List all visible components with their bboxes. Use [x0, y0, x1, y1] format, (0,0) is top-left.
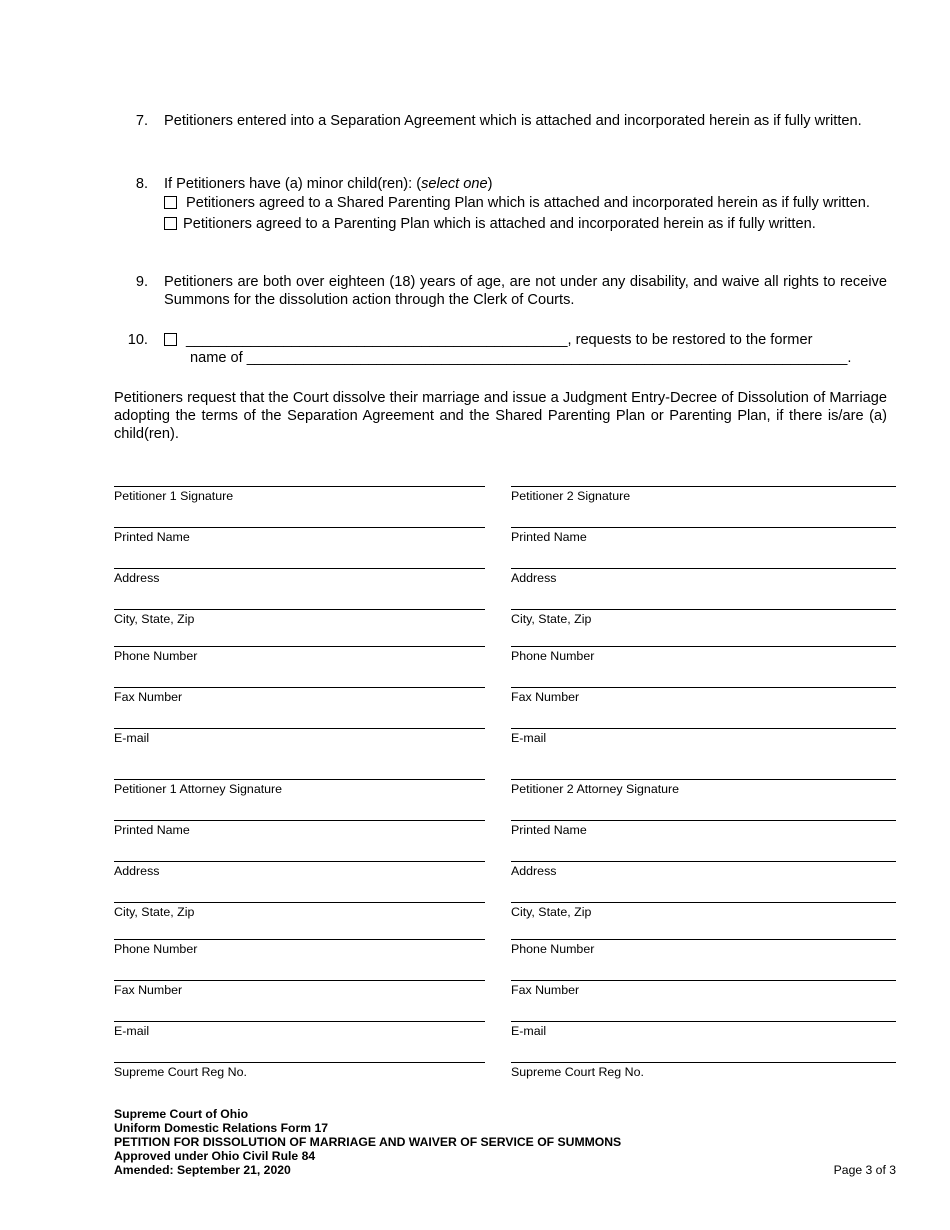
right-signature-line-8[interactable]: [511, 820, 896, 821]
petitioner-1-signature-block: [114, 0, 485, 1230]
left-signature-line-14[interactable]: [114, 1062, 485, 1063]
left-signature-label-10: City, State, Zip: [114, 905, 195, 919]
footer-court: Supreme Court of Ohio: [114, 1107, 249, 1121]
option-parenting-plan: Petitioners agreed to a Parenting Plan which is attached and incorporated herein as if fully written.: [164, 215, 887, 233]
right-signature-line-13[interactable]: [511, 1021, 896, 1022]
left-signature-label-2: Address: [114, 571, 160, 585]
right-signature-line-3[interactable]: [511, 609, 896, 610]
item-number: 10.: [127, 332, 148, 348]
item-lead-italic: select one: [421, 176, 488, 192]
option-shared-parenting: Petitioners agreed to a Shared Parenting Plan which is attached and incorporated herein as if fully written.: [164, 194, 887, 212]
left-signature-line-6[interactable]: [114, 728, 485, 729]
petitioner-2-signature-block: [511, 0, 896, 1230]
right-signature-label-10: City, State, Zip: [511, 905, 592, 919]
left-signature-line-11[interactable]: [114, 939, 485, 940]
left-signature-label-7: Petitioner 1 Attorney Signature: [114, 782, 283, 796]
right-signature-label-8: Printed Name: [511, 823, 587, 837]
former-name-field[interactable]: __________________________________________________________________________: [246, 350, 848, 366]
right-signature-label-0: Petitioner 2 Signature: [511, 489, 631, 503]
item-8: 8. If Petitioners have (a) minor child(ren): (select one) Petitioners agreed to a Shared Parenting Plan which is attached and incorporated herein as if fully written. Petitioners agreed to a Parenting Plan which is attached and incorporated herein as if fully written.: [114, 175, 887, 233]
item-number: 7.: [135, 113, 148, 129]
right-signature-line-11[interactable]: [511, 939, 896, 940]
footer-form-number: Uniform Domestic Relations Form 17: [114, 1121, 329, 1135]
right-signature-label-14: Supreme Court Reg No.: [511, 1065, 644, 1079]
right-signature-label-3: City, State, Zip: [511, 612, 592, 626]
right-signature-line-9[interactable]: [511, 861, 896, 862]
left-signature-line-13[interactable]: [114, 1021, 485, 1022]
restore-name-field[interactable]: _______________________________________________: [186, 332, 568, 348]
item-text: Petitioners are both over eighteen (18) years of age, are not under any disability, and waive all rights to receive Summons for the dissolution action through the Clerk of Courts.: [164, 274, 887, 308]
left-signature-label-8: Printed Name: [114, 823, 190, 837]
footer-rule: Approved under Ohio Civil Rule 84: [114, 1149, 316, 1163]
left-signature-label-5: Fax Number: [114, 690, 183, 704]
right-signature-line-6[interactable]: [511, 728, 896, 729]
right-signature-line-14[interactable]: [511, 1062, 896, 1063]
left-signature-label-14: Supreme Court Reg No.: [114, 1065, 247, 1079]
page-number: Page 3 of 3: [833, 1163, 896, 1177]
right-signature-label-6: E-mail: [511, 731, 547, 745]
left-signature-line-5[interactable]: [114, 687, 485, 688]
right-signature-label-5: Fax Number: [511, 690, 580, 704]
left-signature-label-9: Address: [114, 864, 160, 878]
left-signature-line-2[interactable]: [114, 568, 485, 569]
right-signature-label-1: Printed Name: [511, 530, 587, 544]
right-signature-line-2[interactable]: [511, 568, 896, 569]
right-signature-line-7[interactable]: [511, 779, 896, 780]
form-footer: [114, 1107, 621, 1177]
left-signature-line-7[interactable]: [114, 779, 485, 780]
left-signature-line-10[interactable]: [114, 902, 485, 903]
left-signature-label-11: Phone Number: [114, 942, 198, 956]
right-signature-line-10[interactable]: [511, 902, 896, 903]
left-signature-line-3[interactable]: [114, 609, 485, 610]
right-signature-label-12: Fax Number: [511, 983, 580, 997]
left-signature-line-9[interactable]: [114, 861, 485, 862]
left-signature-line-0[interactable]: [114, 486, 485, 487]
right-signature-label-9: Address: [511, 864, 557, 878]
right-signature-line-4[interactable]: [511, 646, 896, 647]
item-lead: If Petitioners have (a) minor child(ren): (: [164, 176, 422, 192]
left-signature-label-1: Printed Name: [114, 530, 190, 544]
right-signature-label-11: Phone Number: [511, 942, 595, 956]
right-signature-line-0[interactable]: [511, 486, 896, 487]
left-signature-line-1[interactable]: [114, 527, 485, 528]
left-signature-label-12: Fax Number: [114, 983, 183, 997]
item-number: 9.: [135, 274, 148, 290]
request-paragraph: Petitioners request that the Court dissolve their marriage and issue a Judgment Entry-Decree of Dissolution of Marriage adopting the terms of the Separation Agreement and the Shared Parenting Plan or Parenting Plan, if there is/are (a) child(ren).: [114, 390, 887, 442]
left-signature-line-12[interactable]: [114, 980, 485, 981]
right-signature-label-13: E-mail: [511, 1024, 547, 1038]
left-signature-label-3: City, State, Zip: [114, 612, 195, 626]
footer-form-title: PETITION FOR DISSOLUTION OF MARRIAGE AND WAIVER OF SERVICE OF SUMMONS: [114, 1135, 622, 1149]
left-signature-label-4: Phone Number: [114, 649, 198, 663]
item-text: Petitioners entered into a Separation Agreement which is attached and incorporated herein as if fully written.: [164, 113, 862, 129]
right-signature-line-1[interactable]: [511, 527, 896, 528]
right-signature-line-5[interactable]: [511, 687, 896, 688]
left-signature-line-8[interactable]: [114, 820, 485, 821]
right-signature-label-4: Phone Number: [511, 649, 595, 663]
left-signature-label-13: E-mail: [114, 1024, 150, 1038]
item-number: 8.: [135, 176, 148, 192]
right-signature-line-12[interactable]: [511, 980, 896, 981]
left-signature-label-6: E-mail: [114, 731, 150, 745]
right-signature-label-2: Address: [511, 571, 557, 585]
left-signature-label-0: Petitioner 1 Signature: [114, 489, 234, 503]
footer-amended: Amended: September 21, 2020: [114, 1163, 291, 1177]
item-10: 10. _______________________________________________, requests to be restored to the former name of __________________________________________________________________________.: [114, 331, 887, 367]
left-signature-line-4[interactable]: [114, 646, 485, 647]
right-signature-label-7: Petitioner 2 Attorney Signature: [511, 782, 680, 796]
